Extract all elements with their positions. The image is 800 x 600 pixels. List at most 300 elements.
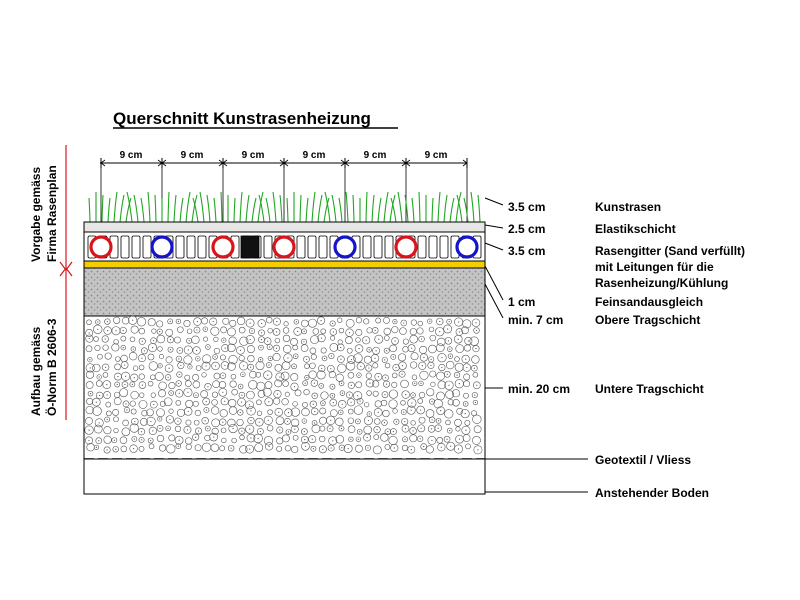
gravel-dot	[107, 394, 108, 395]
gravel-dot	[261, 339, 262, 340]
gravel-dot	[159, 418, 160, 419]
gravel-dot	[222, 422, 223, 423]
gravel-dot	[276, 331, 277, 332]
gravel-dot	[296, 321, 297, 322]
gravel-dot	[305, 382, 306, 383]
grid-cell	[429, 236, 437, 258]
grass-blade	[114, 192, 117, 222]
gravel-dot	[153, 404, 154, 405]
gravel-dot	[313, 404, 314, 405]
gravel-dot	[395, 367, 396, 368]
gravel-dot	[187, 392, 188, 393]
gravel-dot	[124, 364, 125, 365]
gravel-dot	[446, 439, 447, 440]
gravel-dot	[333, 402, 334, 403]
gravel-dot	[331, 355, 332, 356]
gravel-dot	[403, 412, 404, 413]
grass-blade	[318, 195, 322, 222]
layer-name: Untere Tragschicht	[595, 382, 704, 396]
gravel-dot	[303, 341, 304, 342]
gravel-dot	[189, 340, 190, 341]
gravel-dot	[195, 395, 196, 396]
gravel-dot	[89, 338, 90, 339]
gravel-dot	[331, 447, 332, 448]
gravel-dot	[403, 322, 404, 323]
gravel-dot	[314, 395, 315, 396]
gravel-dot	[393, 431, 394, 432]
gravel-dot	[278, 412, 279, 413]
gravel-dot	[458, 339, 459, 340]
gravel-dot	[241, 431, 242, 432]
gravel-dot	[359, 401, 360, 402]
gravel-dot	[288, 431, 289, 432]
gravel-dot	[412, 395, 413, 396]
layer-name: Obere Tragschicht	[595, 313, 701, 327]
gravel-dot	[277, 394, 278, 395]
gravel-dot	[269, 446, 270, 447]
gravel-dot	[304, 420, 305, 421]
gravel-dot	[411, 348, 412, 349]
gravel-dot	[386, 350, 387, 351]
sand-leveling-layer	[84, 261, 485, 268]
grass-blade	[287, 198, 288, 222]
gravel-dot	[358, 348, 359, 349]
gravel-dot	[89, 359, 90, 360]
gravel-dot	[476, 330, 477, 331]
gravel-dot	[133, 448, 134, 449]
gravel-dot	[475, 322, 476, 323]
gravel-dot	[384, 422, 385, 423]
gravel-dot	[223, 340, 224, 341]
grid-cell	[121, 236, 129, 258]
gravel-dot	[322, 449, 323, 450]
spacing-label: 9 cm	[424, 150, 448, 161]
layer-name: Geotextil / Vliess	[595, 453, 692, 467]
gravel-dot	[179, 374, 180, 375]
grid-cell	[264, 236, 272, 258]
gravel-dot	[360, 366, 361, 367]
gravel-dot	[196, 329, 197, 330]
gravel-dot	[368, 367, 369, 368]
elastic-layer	[84, 222, 485, 232]
gravel-dot	[333, 331, 334, 332]
gravel-dot	[431, 428, 432, 429]
gravel-dot	[224, 365, 225, 366]
gravel-dot	[207, 386, 208, 387]
gravel-dot	[115, 330, 116, 331]
gravel-dot	[412, 430, 413, 431]
gravel-dot	[357, 395, 358, 396]
gravel-dot	[249, 448, 250, 449]
gravel-dot	[180, 365, 181, 366]
grass-blade	[148, 192, 150, 222]
layer-thickness: 2.5 cm	[508, 222, 546, 236]
gravel-dot	[105, 367, 106, 368]
gravel-dot	[304, 431, 305, 432]
gravel-dot	[394, 321, 395, 322]
gravel-dot	[386, 384, 387, 385]
gravel-dot	[197, 358, 198, 359]
gravel-dot	[420, 383, 421, 384]
grass-blade	[412, 198, 414, 222]
gravel-dot	[125, 403, 126, 404]
gravel-dot	[321, 368, 322, 369]
grass-blade	[234, 198, 235, 222]
gravel-dot	[404, 439, 405, 440]
grass-blade	[266, 198, 270, 222]
gravel-dot	[231, 448, 232, 449]
grass-blade	[207, 195, 210, 222]
grass-blade	[108, 198, 110, 222]
grass-blade	[200, 192, 204, 222]
gravel-dot	[240, 412, 241, 413]
gravel-dot	[125, 376, 126, 377]
gravel-dot	[96, 402, 97, 403]
heating-pipe	[91, 237, 111, 257]
gravel-dot	[476, 385, 477, 386]
gravel-dot	[357, 421, 358, 422]
gravel-dot	[432, 419, 433, 420]
grid-cell	[176, 236, 184, 258]
gravel-dot	[197, 321, 198, 322]
gravel-dot	[439, 321, 440, 322]
gravel-dot	[421, 338, 422, 339]
gravel-dot	[358, 375, 359, 376]
gravel-dot	[97, 329, 98, 330]
cooling-pipe	[457, 237, 477, 257]
gravel-dot	[465, 430, 466, 431]
gravel-dot	[107, 330, 108, 331]
gravel-dot	[115, 449, 116, 450]
gravel-dot	[332, 395, 333, 396]
gravel-dot	[459, 331, 460, 332]
gravel-dot	[349, 332, 350, 333]
gravel-dot	[466, 367, 467, 368]
gravel-dot	[376, 429, 377, 430]
gravel-dot	[178, 321, 179, 322]
grid-cell	[143, 236, 151, 258]
grass-blade	[378, 198, 381, 222]
gravel-dot	[314, 383, 315, 384]
diagram-title: Querschnitt Kunstrasenheizung	[113, 109, 371, 128]
side-label-lower-1: Aufbau gemäss	[29, 326, 43, 416]
gravel-dot	[114, 440, 115, 441]
gravel-dot	[304, 331, 305, 332]
gravel-dot	[450, 446, 451, 447]
gravel-dot	[150, 421, 151, 422]
spacing-label: 9 cm	[363, 150, 387, 161]
gravel-dot	[270, 358, 271, 359]
gravel-dot	[314, 422, 315, 423]
gravel-dot	[401, 374, 402, 375]
gravel-dot	[405, 394, 406, 395]
gravel-dot	[213, 436, 214, 437]
gravel-dot	[89, 332, 90, 333]
gravel-dot	[439, 331, 440, 332]
gravel-dot	[421, 428, 422, 429]
gravel-dot	[304, 439, 305, 440]
gravel-dot	[267, 375, 268, 376]
gravel-dot	[169, 419, 170, 420]
gravel-dot	[177, 421, 178, 422]
gravel-dot	[385, 377, 386, 378]
gravel-dot	[378, 376, 379, 377]
gravel-dot	[279, 429, 280, 430]
gravel-dot	[358, 439, 359, 440]
gravel-dot	[261, 323, 262, 324]
gravel-dot	[198, 430, 199, 431]
grass-blade	[214, 198, 216, 222]
grid-cell	[198, 236, 206, 258]
layer-name: Elastikschicht	[595, 222, 676, 236]
spacing-label: 9 cm	[180, 150, 204, 161]
natural-soil	[84, 459, 485, 494]
gravel-dot	[294, 386, 295, 387]
lower-base-course	[84, 316, 485, 459]
grid-cell	[385, 236, 393, 258]
gravel-dot	[306, 377, 307, 378]
gravel-dot	[349, 394, 350, 395]
gravel-dot	[260, 359, 261, 360]
gravel-dot	[396, 421, 397, 422]
gravel-dot	[287, 357, 288, 358]
grass-blade	[306, 198, 308, 222]
gravel-dot	[414, 383, 415, 384]
gravel-dot	[324, 358, 325, 359]
grass-blade	[405, 195, 408, 222]
gravel-dot	[367, 437, 368, 438]
gravel-dot	[134, 377, 135, 378]
gravel-dot	[88, 430, 89, 431]
gravel-dot	[276, 348, 277, 349]
gravel-dot	[288, 412, 289, 413]
gravel-dot	[341, 447, 342, 448]
gravel-dot	[179, 350, 180, 351]
gravel-dot	[141, 431, 142, 432]
grass-blade	[432, 198, 433, 222]
grass-blade	[180, 198, 183, 222]
grass-blade	[168, 192, 169, 222]
gravel-dot	[420, 438, 421, 439]
gravel-dot	[249, 322, 250, 323]
gravel-dot	[99, 422, 100, 423]
gravel-dot	[374, 358, 375, 359]
layer-thickness: min. 20 cm	[508, 382, 571, 396]
gravel-dot	[449, 349, 450, 350]
gravel-dot	[117, 376, 118, 377]
grass-blade	[102, 195, 103, 222]
gravel-dot	[465, 358, 466, 359]
gravel-dot	[188, 349, 189, 350]
gravel-dot	[106, 384, 107, 385]
gravel-dot	[232, 428, 233, 429]
grass-blade	[141, 198, 144, 222]
grass-blade	[155, 195, 156, 222]
gravel-dot	[107, 449, 108, 450]
gravel-dot	[260, 431, 261, 432]
gravel-dot	[241, 402, 242, 403]
gravel-dot	[123, 330, 124, 331]
gravel-dot	[99, 376, 100, 377]
grass-blade	[332, 195, 336, 222]
gravel-dot	[369, 383, 370, 384]
gravel-dot	[313, 448, 314, 449]
grass-blade	[471, 192, 474, 222]
gravel-dot	[430, 365, 431, 366]
gravel-dot	[240, 386, 241, 387]
layer-name: Feinsandausgleich	[595, 295, 704, 309]
layer-thickness: 1 cm	[508, 295, 536, 309]
gravel-dot	[384, 394, 385, 395]
gravel-dot	[213, 321, 214, 322]
gravel-dot	[243, 365, 244, 366]
gravel-dot	[90, 367, 91, 368]
grid-cell	[297, 236, 305, 258]
gravel-dot	[250, 367, 251, 368]
gravel-dot	[411, 449, 412, 450]
gravel-dot	[205, 365, 206, 366]
grass-blade	[372, 195, 374, 222]
gravel-dot	[276, 321, 277, 322]
gravel-dot	[268, 401, 269, 402]
gravel-dot	[294, 429, 295, 430]
gravel-dot	[123, 347, 124, 348]
gravel-dot	[90, 393, 91, 394]
gravel-dot	[474, 395, 475, 396]
gravel-dot	[321, 385, 322, 386]
gravel-dot	[257, 438, 258, 439]
gravel-dot	[297, 331, 298, 332]
gravel-dot	[332, 323, 333, 324]
gravel-dot	[342, 393, 343, 394]
grass-blade	[444, 195, 447, 222]
gravel-dot	[420, 409, 421, 410]
gravel-dot	[250, 420, 251, 421]
gravel-dot	[330, 368, 331, 369]
gravel-dot	[459, 439, 460, 440]
gravel-dot	[366, 340, 367, 341]
grass-blade	[127, 192, 132, 222]
gravel-dot	[368, 420, 369, 421]
grass-blade	[384, 192, 388, 222]
grass-blade	[273, 192, 276, 222]
gravel-dot	[359, 431, 360, 432]
gravel-dot	[465, 403, 466, 404]
gravel-dot	[240, 350, 241, 351]
gravel-dot	[179, 393, 180, 394]
gravel-dot	[206, 401, 207, 402]
gravel-dot	[404, 421, 405, 422]
gravel-dot	[207, 428, 208, 429]
gravel-dot	[405, 428, 406, 429]
gravel-dot	[450, 356, 451, 357]
gravel-dot	[134, 421, 135, 422]
grass-blade	[325, 192, 330, 222]
gravel-dot	[168, 368, 169, 369]
gravel-dot	[312, 439, 313, 440]
gravel-dot	[242, 374, 243, 375]
gravel-dot	[269, 346, 270, 347]
heating-pipe	[396, 237, 416, 257]
gravel-dot	[152, 430, 153, 431]
gravel-dot	[132, 320, 133, 321]
gravel-dot	[105, 338, 106, 339]
layer-name: mit Leitungen für die	[595, 260, 714, 274]
gravel-dot	[314, 411, 315, 412]
gravel-dot	[132, 384, 133, 385]
gravel-dot	[431, 401, 432, 402]
gravel-dot	[387, 431, 388, 432]
gravel-dot	[268, 420, 269, 421]
gravel-dot	[268, 364, 269, 365]
grid-cell	[440, 236, 448, 258]
gravel-dot	[441, 357, 442, 358]
gravel-dot	[249, 429, 250, 430]
gravel-dot	[160, 365, 161, 366]
gravel-dot	[215, 365, 216, 366]
gravel-dot	[448, 385, 449, 386]
gravel-dot	[205, 329, 206, 330]
gravel-dot	[378, 339, 379, 340]
layer-thickness: 3.5 cm	[508, 244, 546, 258]
gravel-dot	[88, 440, 89, 441]
gravel-dot	[458, 321, 459, 322]
gravel-dot	[449, 430, 450, 431]
gravel-dot	[342, 404, 343, 405]
gravel-dot	[170, 349, 171, 350]
cooling-pipe	[335, 237, 355, 257]
grid-cell	[418, 236, 426, 258]
gravel-dot	[438, 420, 439, 421]
spacing-label: 9 cm	[119, 150, 143, 161]
gravel-dot	[189, 366, 190, 367]
gravel-dot	[367, 447, 368, 448]
gravel-dot	[241, 395, 242, 396]
gravel-dot	[448, 340, 449, 341]
gravel-dot	[259, 422, 260, 423]
gravel-dot	[159, 428, 160, 429]
gravel-dot	[375, 330, 376, 331]
gravel-dot	[449, 321, 450, 322]
gravel-dot	[250, 437, 251, 438]
gravel-dot	[250, 339, 251, 340]
gravel-dot	[351, 385, 352, 386]
gravel-dot	[171, 392, 172, 393]
grass-blade	[134, 195, 138, 222]
grass-blade	[419, 192, 420, 222]
grass-blade	[478, 195, 480, 222]
gravel-dot	[167, 428, 168, 429]
side-label-upper-2: Firma Rasenplan	[45, 165, 59, 262]
gravel-dot	[348, 448, 349, 449]
gravel-dot	[441, 447, 442, 448]
gravel-dot	[188, 411, 189, 412]
gravel-dot	[134, 438, 135, 439]
gravel-dot	[170, 339, 171, 340]
gravel-dot	[474, 368, 475, 369]
grid-cell	[374, 236, 382, 258]
gravel-dot	[340, 412, 341, 413]
gravel-dot	[468, 340, 469, 341]
gravel-dot	[287, 421, 288, 422]
gravel-dot	[279, 376, 280, 377]
gravel-dot	[178, 440, 179, 441]
gravel-dot	[384, 359, 385, 360]
grid-cell	[308, 236, 316, 258]
grass-blade	[186, 192, 190, 222]
gravel-dot	[411, 410, 412, 411]
gravel-dot	[152, 347, 153, 348]
